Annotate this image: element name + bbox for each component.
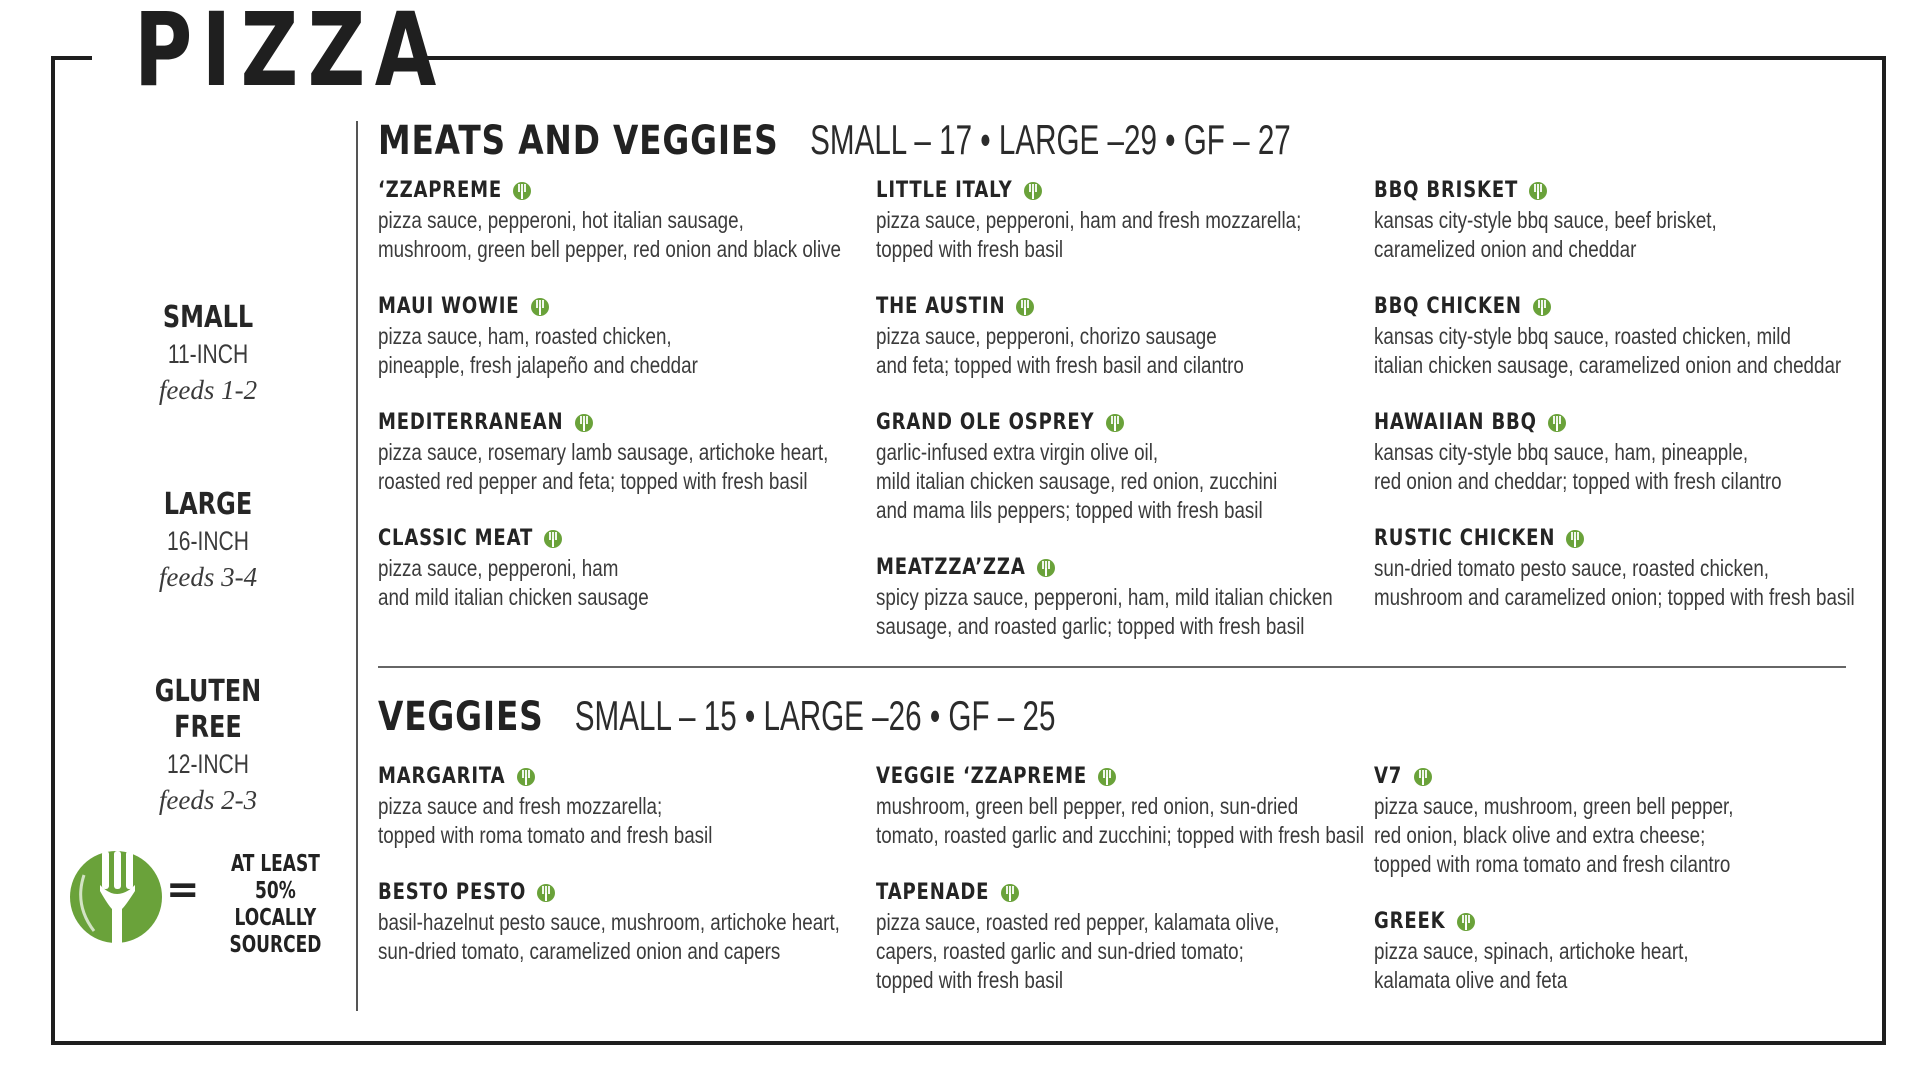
item-description-line: spicy pizza sauce, pepperoni, ham, mild italian chicken: [876, 584, 1333, 610]
item-description-line: and mild italian chicken sausage: [378, 584, 649, 610]
menu-item: [378, 762, 938, 850]
item-description-line: mushroom, green bell pepper, red onion and black olive: [378, 236, 841, 262]
menu-item: [1374, 176, 1920, 264]
item-description-line: mushroom, green bell pepper, red onion, sun-dried: [876, 793, 1299, 819]
item-name: TAPENADE: [876, 880, 990, 905]
item-description: [876, 792, 1365, 850]
menu-item: [876, 176, 1436, 264]
item-name: BBQ CHICKEN: [1374, 294, 1522, 319]
legend-line-1: AT LEAST: [230, 851, 320, 877]
menu-item: [378, 176, 938, 264]
item-description: [1374, 792, 1822, 879]
size-inch: 16-INCH: [167, 526, 249, 556]
fork-leaf-icon: [64, 845, 164, 945]
item-description-line: pizza sauce, spinach, artichoke heart,: [1374, 938, 1689, 964]
local-leaf-icon: [536, 883, 556, 903]
item-description: [378, 206, 841, 264]
item-name-row: [378, 762, 536, 792]
local-leaf-icon: [1456, 912, 1476, 932]
item-description-line: topped with fresh basil: [876, 236, 1064, 262]
menu-item: [876, 553, 1436, 641]
size-inch: 11-INCH: [167, 339, 249, 369]
item-description: [1374, 206, 1822, 264]
item-description-line: caramelized onion and cheddar: [1374, 236, 1637, 262]
section-prices: SMALL – 15 • LARGE –26 • GF – 25: [575, 692, 1056, 739]
legend-line-2: 50%: [255, 878, 296, 904]
size-inch: 12-INCH: [167, 749, 249, 779]
local-leaf-icon: [1097, 767, 1117, 787]
item-description-line: pizza sauce, rosemary lamb sausage, artichoke heart,: [378, 439, 829, 465]
item-name: MAUI WOWIE: [378, 294, 520, 319]
local-sourcing-legend: [64, 845, 354, 958]
item-description: [876, 908, 1324, 995]
size-name: SMALL: [162, 300, 254, 335]
item-name-row: [378, 878, 556, 908]
item-name: BBQ BRISKET: [1374, 178, 1519, 203]
item-name-row: [1374, 408, 1567, 438]
item-description-line: garlic-infused extra virgin olive oil,: [876, 439, 1159, 465]
item-name: LITTLE ITALY: [876, 178, 1013, 203]
item-name-row: [378, 524, 563, 554]
local-leaf-icon: [1105, 413, 1125, 433]
local-leaf-icon: [574, 413, 594, 433]
item-name-row: [378, 408, 594, 438]
item-description-line: mild italian chicken sausage, red onion, zucchini: [876, 468, 1278, 494]
item-name: V7: [1374, 764, 1403, 789]
size-feeds: feeds 3-4: [158, 562, 258, 592]
local-leaf-icon: [543, 529, 563, 549]
item-name: MARGARITA: [378, 764, 506, 789]
section-title: VEGGIES: [378, 694, 544, 740]
legend-line-3: LOCALLY SOURCED: [229, 905, 322, 958]
item-description-line: topped with roma tomato and fresh cilantro: [1374, 851, 1731, 877]
item-description: [378, 438, 829, 496]
item-description-line: sausage, and roasted garlic; topped with fresh basil: [876, 613, 1305, 639]
item-description-line: topped with roma tomato and fresh basil: [378, 822, 713, 848]
item-description-line: kansas city-style bbq sauce, beef brisket,: [1374, 207, 1717, 233]
item-name-row: [876, 878, 1020, 908]
item-description: [1374, 438, 1822, 496]
item-description: [378, 322, 826, 380]
item-description-line: capers, roasted garlic and sun-dried tomato;: [876, 938, 1244, 964]
menu-item: [876, 878, 1436, 995]
menu-item: [876, 408, 1436, 525]
item-name-row: [876, 553, 1056, 583]
item-name-row: [876, 408, 1125, 438]
local-leaf-icon: [1547, 413, 1567, 433]
local-leaf-icon: [530, 297, 550, 317]
local-leaf-icon: [1532, 297, 1552, 317]
local-leaf-icon: [516, 767, 536, 787]
item-name-row: [876, 762, 1117, 792]
menu-item: [378, 292, 938, 380]
item-name-row: [378, 292, 550, 322]
local-leaf-icon: [512, 181, 532, 201]
item-description-line: and feta; topped with fresh basil and cilantro: [876, 352, 1244, 378]
item-name-row: [1374, 176, 1548, 206]
legend-text: [194, 851, 357, 959]
menu-item: [1374, 762, 1920, 879]
item-description-line: red onion, black olive and extra cheese;: [1374, 822, 1706, 848]
item-name: RUSTIC CHICKEN: [1374, 526, 1556, 551]
menu-item: [1374, 907, 1920, 995]
menu-item: [1374, 408, 1920, 496]
section-heading-meats: [378, 116, 1369, 164]
item-name-row: [378, 176, 532, 206]
size-small: [100, 300, 316, 408]
section-heading-veggies: [378, 692, 1134, 740]
item-description-line: red onion and cheddar; topped with fresh cilantro: [1374, 468, 1782, 494]
size-name: GLUTEN FREE: [154, 674, 262, 745]
item-name: GREEK: [1374, 909, 1446, 934]
item-description: [378, 554, 826, 612]
item-description-line: and mama lils peppers; topped with fresh basil: [876, 497, 1263, 523]
equals-sign: =: [166, 867, 200, 913]
local-leaf-icon: [1565, 529, 1585, 549]
item-name: ‘ZZAPREME: [378, 178, 503, 203]
item-name-row: [1374, 292, 1552, 322]
menu-item: [876, 762, 1436, 850]
item-name: MEDITERRANEAN: [378, 410, 564, 435]
size-name: LARGE: [163, 487, 253, 522]
size-feeds: feeds 2-3: [158, 785, 258, 815]
local-leaf-icon: [1023, 181, 1043, 201]
local-leaf-icon: [1528, 181, 1548, 201]
menu-item: [1374, 524, 1920, 612]
item-description-line: pizza sauce, pepperoni, ham and fresh mozzarella;: [876, 207, 1302, 233]
item-description: [876, 322, 1324, 380]
menu-item: [378, 408, 938, 496]
section-prices: SMALL – 17 • LARGE –29 • GF – 27: [810, 116, 1291, 163]
item-description: [1374, 322, 1842, 380]
item-description: [378, 792, 826, 850]
item-name-row: [876, 176, 1043, 206]
item-description-line: sun-dried tomato pesto sauce, roasted chicken,: [1374, 555, 1770, 581]
item-name-row: [1374, 524, 1585, 554]
item-name: MEATZZA’ZZA: [876, 555, 1026, 580]
item-description-line: pizza sauce, roasted red pepper, kalamata olive,: [876, 909, 1280, 935]
item-description-line: pizza sauce, pepperoni, ham: [378, 555, 619, 581]
item-description-line: roasted red pepper and feta; topped with fresh basil: [378, 468, 808, 494]
local-leaf-icon: [1036, 558, 1056, 578]
item-description-line: kansas city-style bbq sauce, ham, pineapple,: [1374, 439, 1749, 465]
item-description-line: pizza sauce, pepperoni, hot italian sausage,: [378, 207, 744, 233]
section-divider: [378, 666, 1846, 668]
item-description-line: tomato, roasted garlic and zucchini; topped with fresh basil: [876, 822, 1365, 848]
item-description-line: mushroom and caramelized onion; topped with fresh basil: [1374, 584, 1855, 610]
menu-item: [876, 292, 1436, 380]
item-description-line: kalamata olive and feta: [1374, 967, 1568, 993]
section-title: MEATS AND VEGGIES: [378, 118, 779, 164]
menu-item: [378, 878, 938, 966]
item-description-line: topped with fresh basil: [876, 967, 1064, 993]
item-name-row: [1374, 907, 1476, 937]
item-description: [876, 583, 1333, 641]
item-description: [876, 438, 1324, 525]
item-description-line: italian chicken sausage, caramelized onion and cheddar: [1374, 352, 1842, 378]
item-description-line: pineapple, fresh jalapeño and cheddar: [378, 352, 698, 378]
menu-item: [1374, 292, 1920, 380]
local-leaf-icon: [1000, 883, 1020, 903]
item-name: GRAND OLE OSPREY: [876, 410, 1095, 435]
item-description: [378, 908, 840, 966]
menu-item: [378, 524, 938, 612]
size-large: [100, 487, 316, 595]
item-description-line: pizza sauce, pepperoni, chorizo sausage: [876, 323, 1217, 349]
item-name-row: [876, 292, 1035, 322]
local-leaf-icon: [1015, 297, 1035, 317]
item-name: BESTO PESTO: [378, 880, 527, 905]
item-description-line: pizza sauce and fresh mozzarella;: [378, 793, 663, 819]
size-feeds: feeds 1-2: [158, 375, 258, 405]
item-name-row: [1374, 762, 1433, 792]
item-description: [876, 206, 1324, 264]
item-name: HAWAIIAN BBQ: [1374, 410, 1537, 435]
item-description-line: pizza sauce, ham, roasted chicken,: [378, 323, 672, 349]
item-description: [1374, 554, 1855, 612]
item-description-line: pizza sauce, mushroom, green bell pepper,: [1374, 793, 1734, 819]
page-title: PIZZA: [134, 0, 446, 110]
item-description-line: sun-dried tomato, caramelized onion and capers: [378, 938, 781, 964]
item-name: THE AUSTIN: [876, 294, 1006, 319]
item-description: [1374, 937, 1822, 995]
local-leaf-icon: [1413, 767, 1433, 787]
item-description-line: kansas city-style bbq sauce, roasted chicken, mild: [1374, 323, 1791, 349]
item-name: VEGGIE ‘ZZAPREME: [876, 764, 1088, 789]
item-description-line: basil-hazelnut pesto sauce, mushroom, artichoke heart,: [378, 909, 840, 935]
size-gluten-free: [100, 674, 316, 818]
item-name: CLASSIC MEAT: [378, 526, 534, 551]
